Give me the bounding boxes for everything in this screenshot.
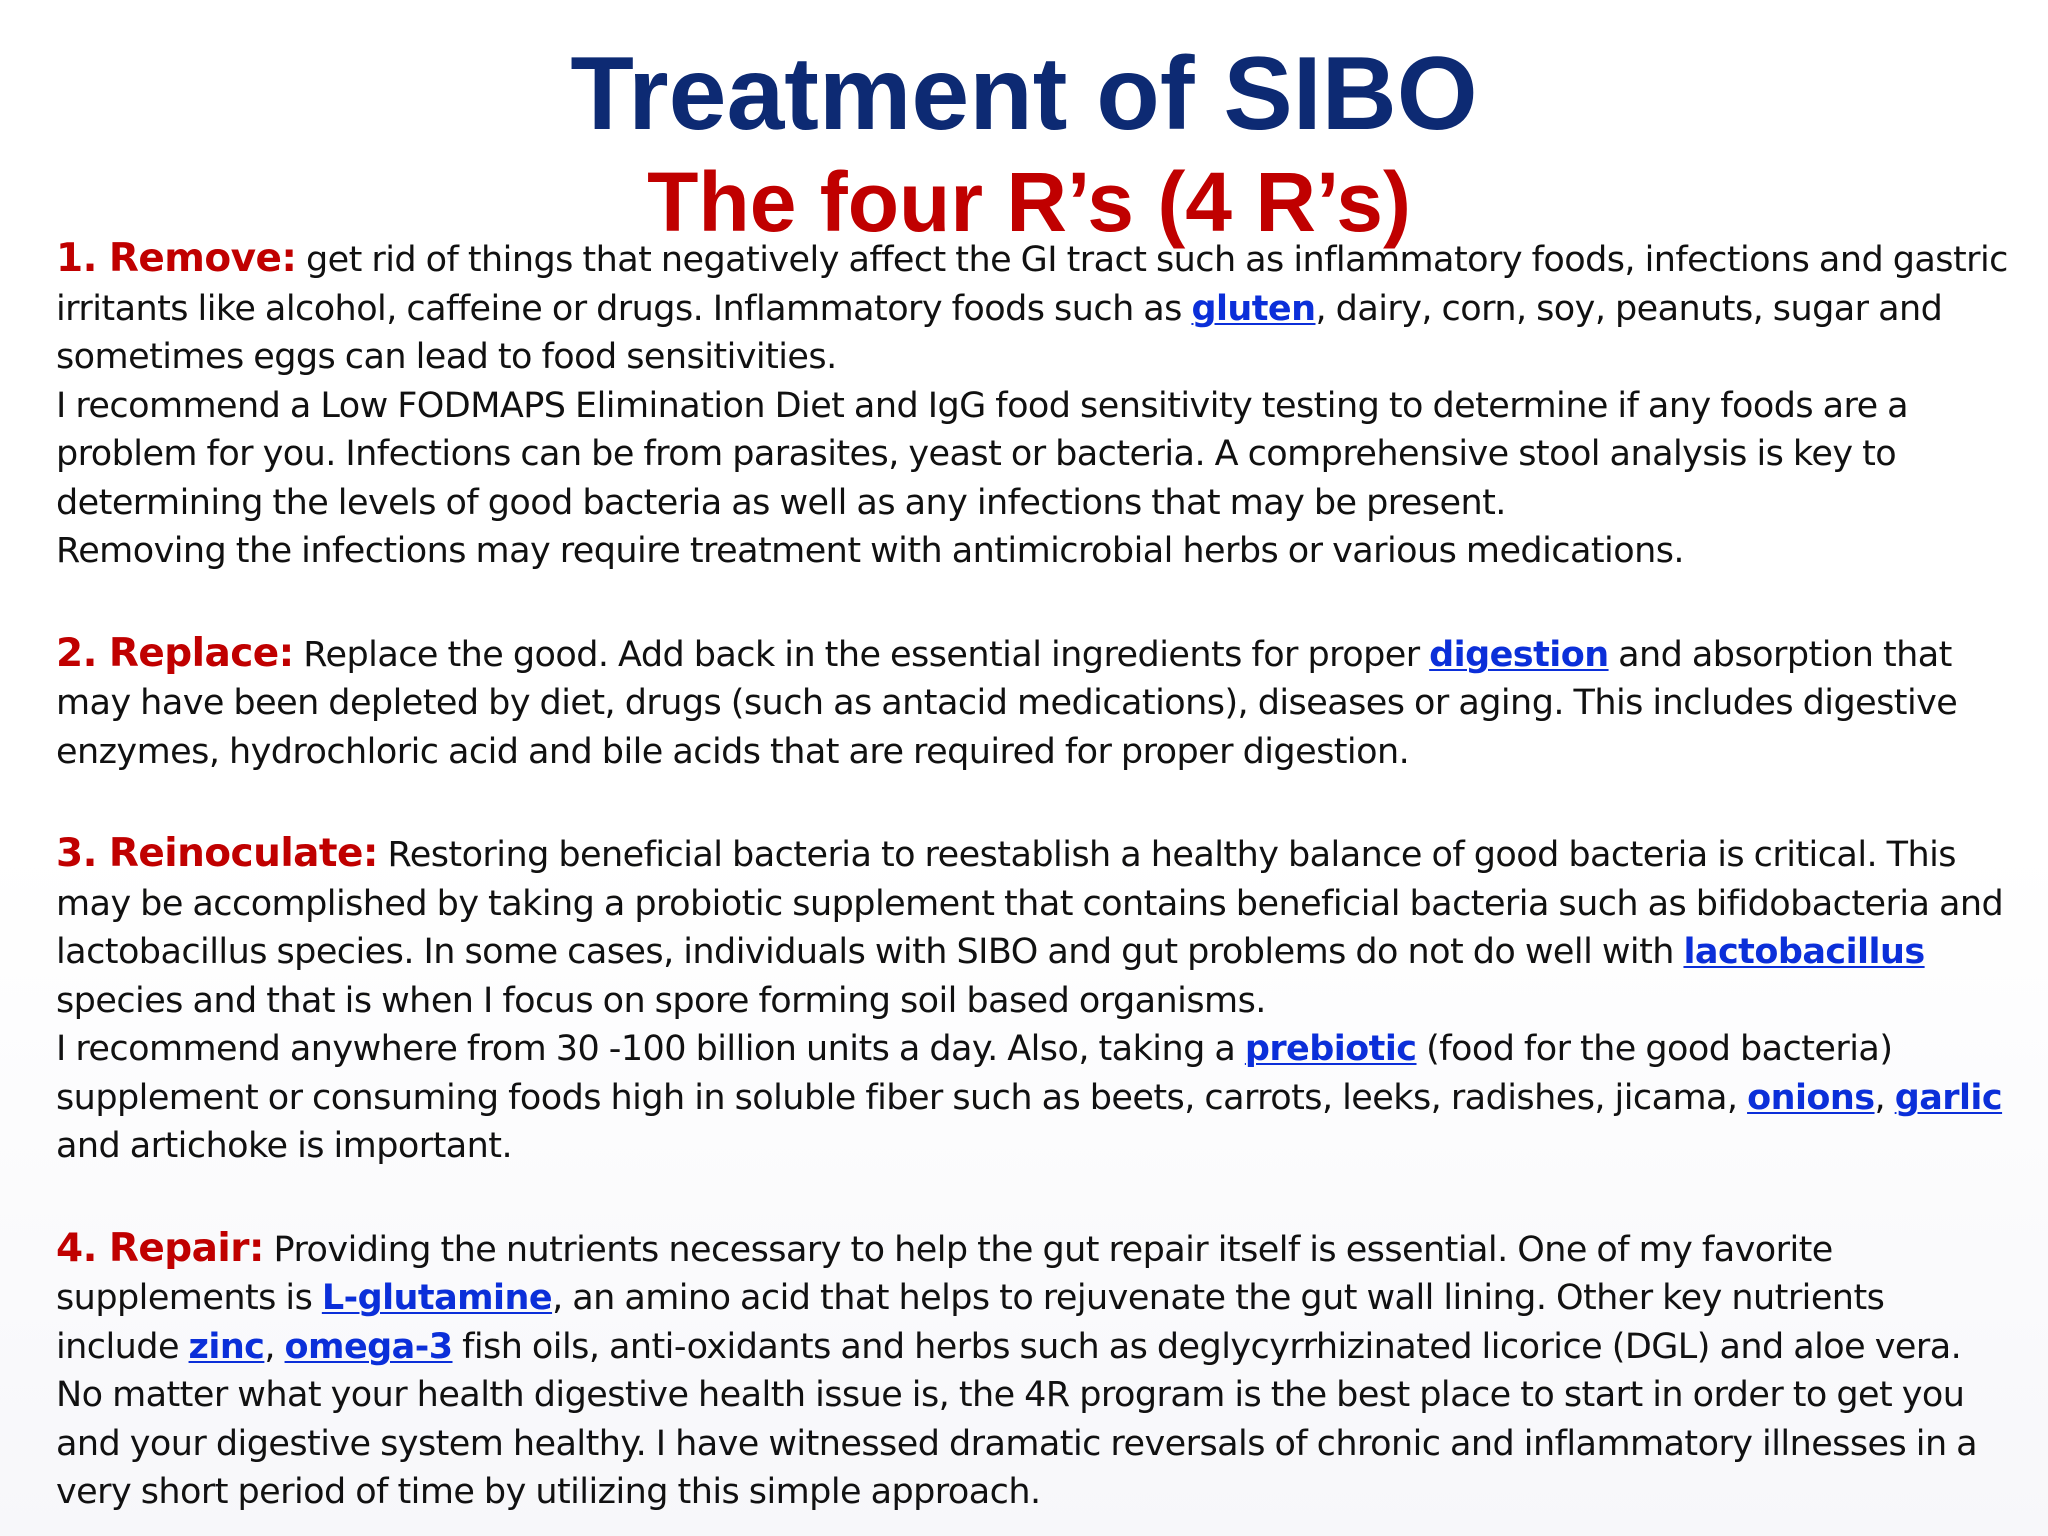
repair-text-c: , <box>264 1326 285 1367</box>
zinc-link[interactable]: zinc <box>188 1326 265 1367</box>
section-spacer <box>56 1171 2016 1225</box>
reinoculate-text-b: species and that is when I focus on spore forming soil based organisms. <box>56 980 1266 1021</box>
section-repair <box>56 1225 2016 1517</box>
remove-paragraph-3: Removing the infections may require treatment with antimicrobial herbs or various medications. <box>56 531 1684 571</box>
replace-heading: 2. Replace: <box>56 630 294 676</box>
reinoculate-heading: 3. Reinoculate: <box>56 831 378 876</box>
section-remove <box>56 235 2016 576</box>
replace-paragraph-1 <box>56 630 2016 777</box>
reinoculate-text-d: (food for the good bacteria) supplement or consuming foods high in soluble fiber such as beets, carrots, leeks, radishes, jicama, <box>56 1029 1893 1118</box>
remove-paragraph-1 <box>56 235 2016 382</box>
digestion-link[interactable]: digestion <box>1429 634 1609 675</box>
repair-heading: 4. Repair: <box>56 1225 264 1271</box>
repair-text-a: Providing the nutrients necessary to help the gut repair itself is essential. One of my favorite supplements is <box>56 1229 1833 1318</box>
garlic-link[interactable]: garlic <box>1894 1077 2003 1118</box>
reinoculate-text-c: I recommend anywhere from 30 -100 billion units a day. Also, taking a <box>56 1029 1245 1069</box>
slide-subtitle: The four R’s (4 R’s) <box>647 155 1411 249</box>
section-reinoculate <box>56 830 2016 1171</box>
replace-text-b: and absorption that may have been depleted by diet, drugs (such as antacid medications), diseases or aging. This includes digestive enzymes, hydrochloric acid and bile acids that are required for proper digestion. <box>56 634 1958 772</box>
remove-paragraph-2: I recommend a Low FODMAPS Elimination Diet and IgG food sensitivity testing to determine if any foods are a problem for you. Infections can be from parasites, yeast or bacteria. A comprehensive stool analysis is key to determining the levels of good bacteria as well as any infections that may be present. <box>56 385 1909 523</box>
section-replace <box>56 630 2016 777</box>
reinoculate-text-e: , <box>1874 1077 1895 1118</box>
slide-title: Treatment of SIBO <box>570 36 1478 152</box>
onions-link[interactable]: onions <box>1747 1077 1875 1118</box>
repair-text-b: , an amino acid that helps to rejuvenate the gut wall lining. Other key nutrients include <box>56 1278 1885 1367</box>
lactobacillus-link[interactable]: lactobacillus <box>1683 932 1925 972</box>
remove-heading: 1. Remove: <box>56 236 297 281</box>
remove-text-b: , dairy, corn, soy, peanuts, sugar and sometimes eggs can lead to food sensitivities. <box>56 288 1943 377</box>
slide-body <box>56 235 2016 1517</box>
repair-paragraph-2: No matter what your health digestive health issue is, the 4R program is the best place to start in order to get you and your digestive system healthy. I have witnessed dramatic reversals of chronic and inflammatory illnesses in a very short period of time by utilizing this simple approach. <box>56 1375 1978 1512</box>
remove-text-a: get rid of things that negatively affect the GI tract such as inflammatory foods, infections and gastric irritants like alcohol, caffeine or drugs. Inflammatory foods such as <box>56 240 2008 329</box>
reinoculate-paragraph-2 <box>56 1025 2016 1171</box>
reinoculate-paragraph-1 <box>56 830 2016 1025</box>
section-spacer <box>56 576 2016 630</box>
reinoculate-text-a: Restoring beneficial bacteria to reestablish a healthy balance of good bacteria is critical. This may be accomplished by taking a probiotic supplement that contains beneficial bacteria such as bifidobacteria and lactobacillus species. In some cases, individuals with SIBO and gut problems do not do well with <box>56 835 2004 972</box>
repair-paragraph-1 <box>56 1225 2016 1372</box>
replace-text-a: Replace the good. Add back in the essential ingredients for proper <box>293 634 1430 675</box>
l-glutamine-link[interactable]: L-glutamine <box>321 1278 553 1318</box>
omega-3-link[interactable]: omega-3 <box>284 1326 453 1367</box>
reinoculate-text-f: and artichoke is important. <box>56 1126 513 1166</box>
repair-text-d: fish oils, anti-oxidants and herbs such as deglycyrrhizinated licorice (DGL) and aloe vera. <box>452 1326 1962 1367</box>
gluten-link[interactable]: gluten <box>1191 288 1316 329</box>
prebiotic-link[interactable]: prebiotic <box>1244 1029 1417 1069</box>
section-spacer <box>56 776 2016 830</box>
